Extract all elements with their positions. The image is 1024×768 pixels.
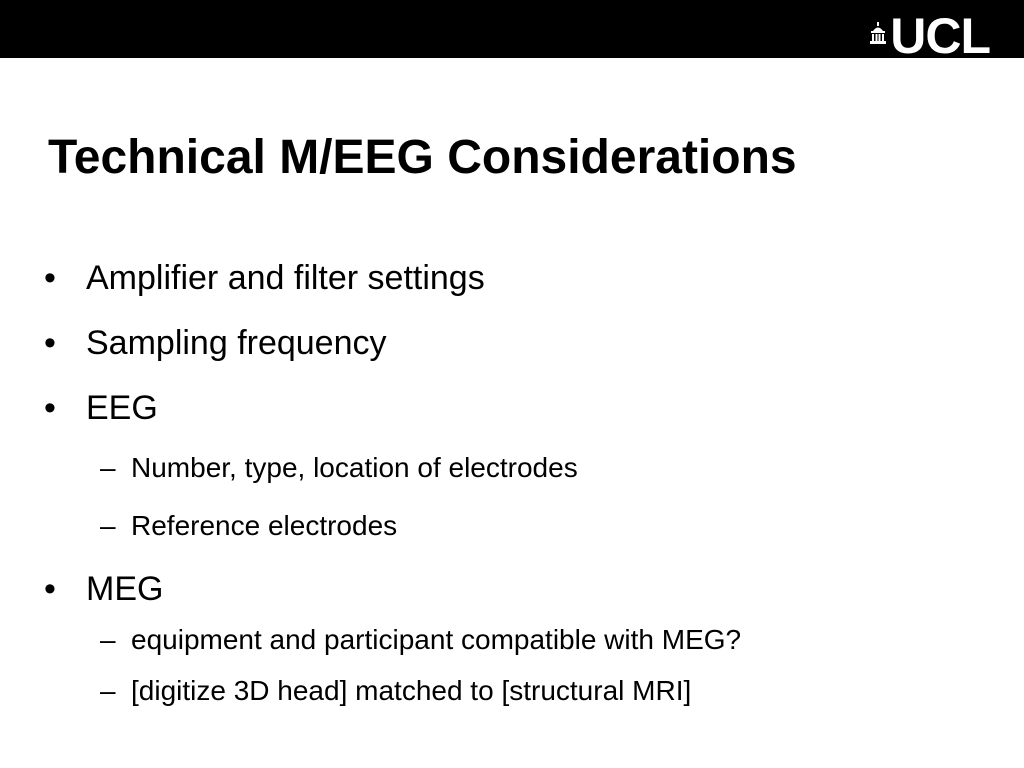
sub-bullet-text: Number, type, location of electrodes xyxy=(131,452,578,483)
bullet-text: Sampling frequency xyxy=(86,324,387,362)
bullet-marker: • xyxy=(44,324,56,362)
header-bar xyxy=(0,0,1024,64)
sub-bullet-text: equipment and participant compatible with MEG? xyxy=(131,624,742,655)
ucl-portico-icon xyxy=(870,22,886,44)
bullet-marker: • xyxy=(44,389,56,427)
sub-bullet-marker: – xyxy=(100,510,116,541)
ucl-logo xyxy=(870,8,990,64)
bullet-text: MEG xyxy=(86,570,164,608)
bullet-text: EEG xyxy=(86,389,158,427)
sub-bullet-marker: – xyxy=(100,452,116,483)
bullet-marker: • xyxy=(44,570,56,608)
sub-bullet-marker: – xyxy=(100,675,116,706)
bullet-text: Amplifier and filter settings xyxy=(86,259,485,297)
bullet-marker: • xyxy=(44,259,56,297)
sub-bullet-text: Reference electrodes xyxy=(131,510,398,541)
slide-title: Technical M/EEG Considerations xyxy=(48,131,797,184)
ucl-logo-text: UCL xyxy=(890,8,990,64)
sub-bullet-text: [digitize 3D head] matched to [structural MRI] xyxy=(131,675,692,706)
sub-bullet-marker: – xyxy=(100,624,116,655)
